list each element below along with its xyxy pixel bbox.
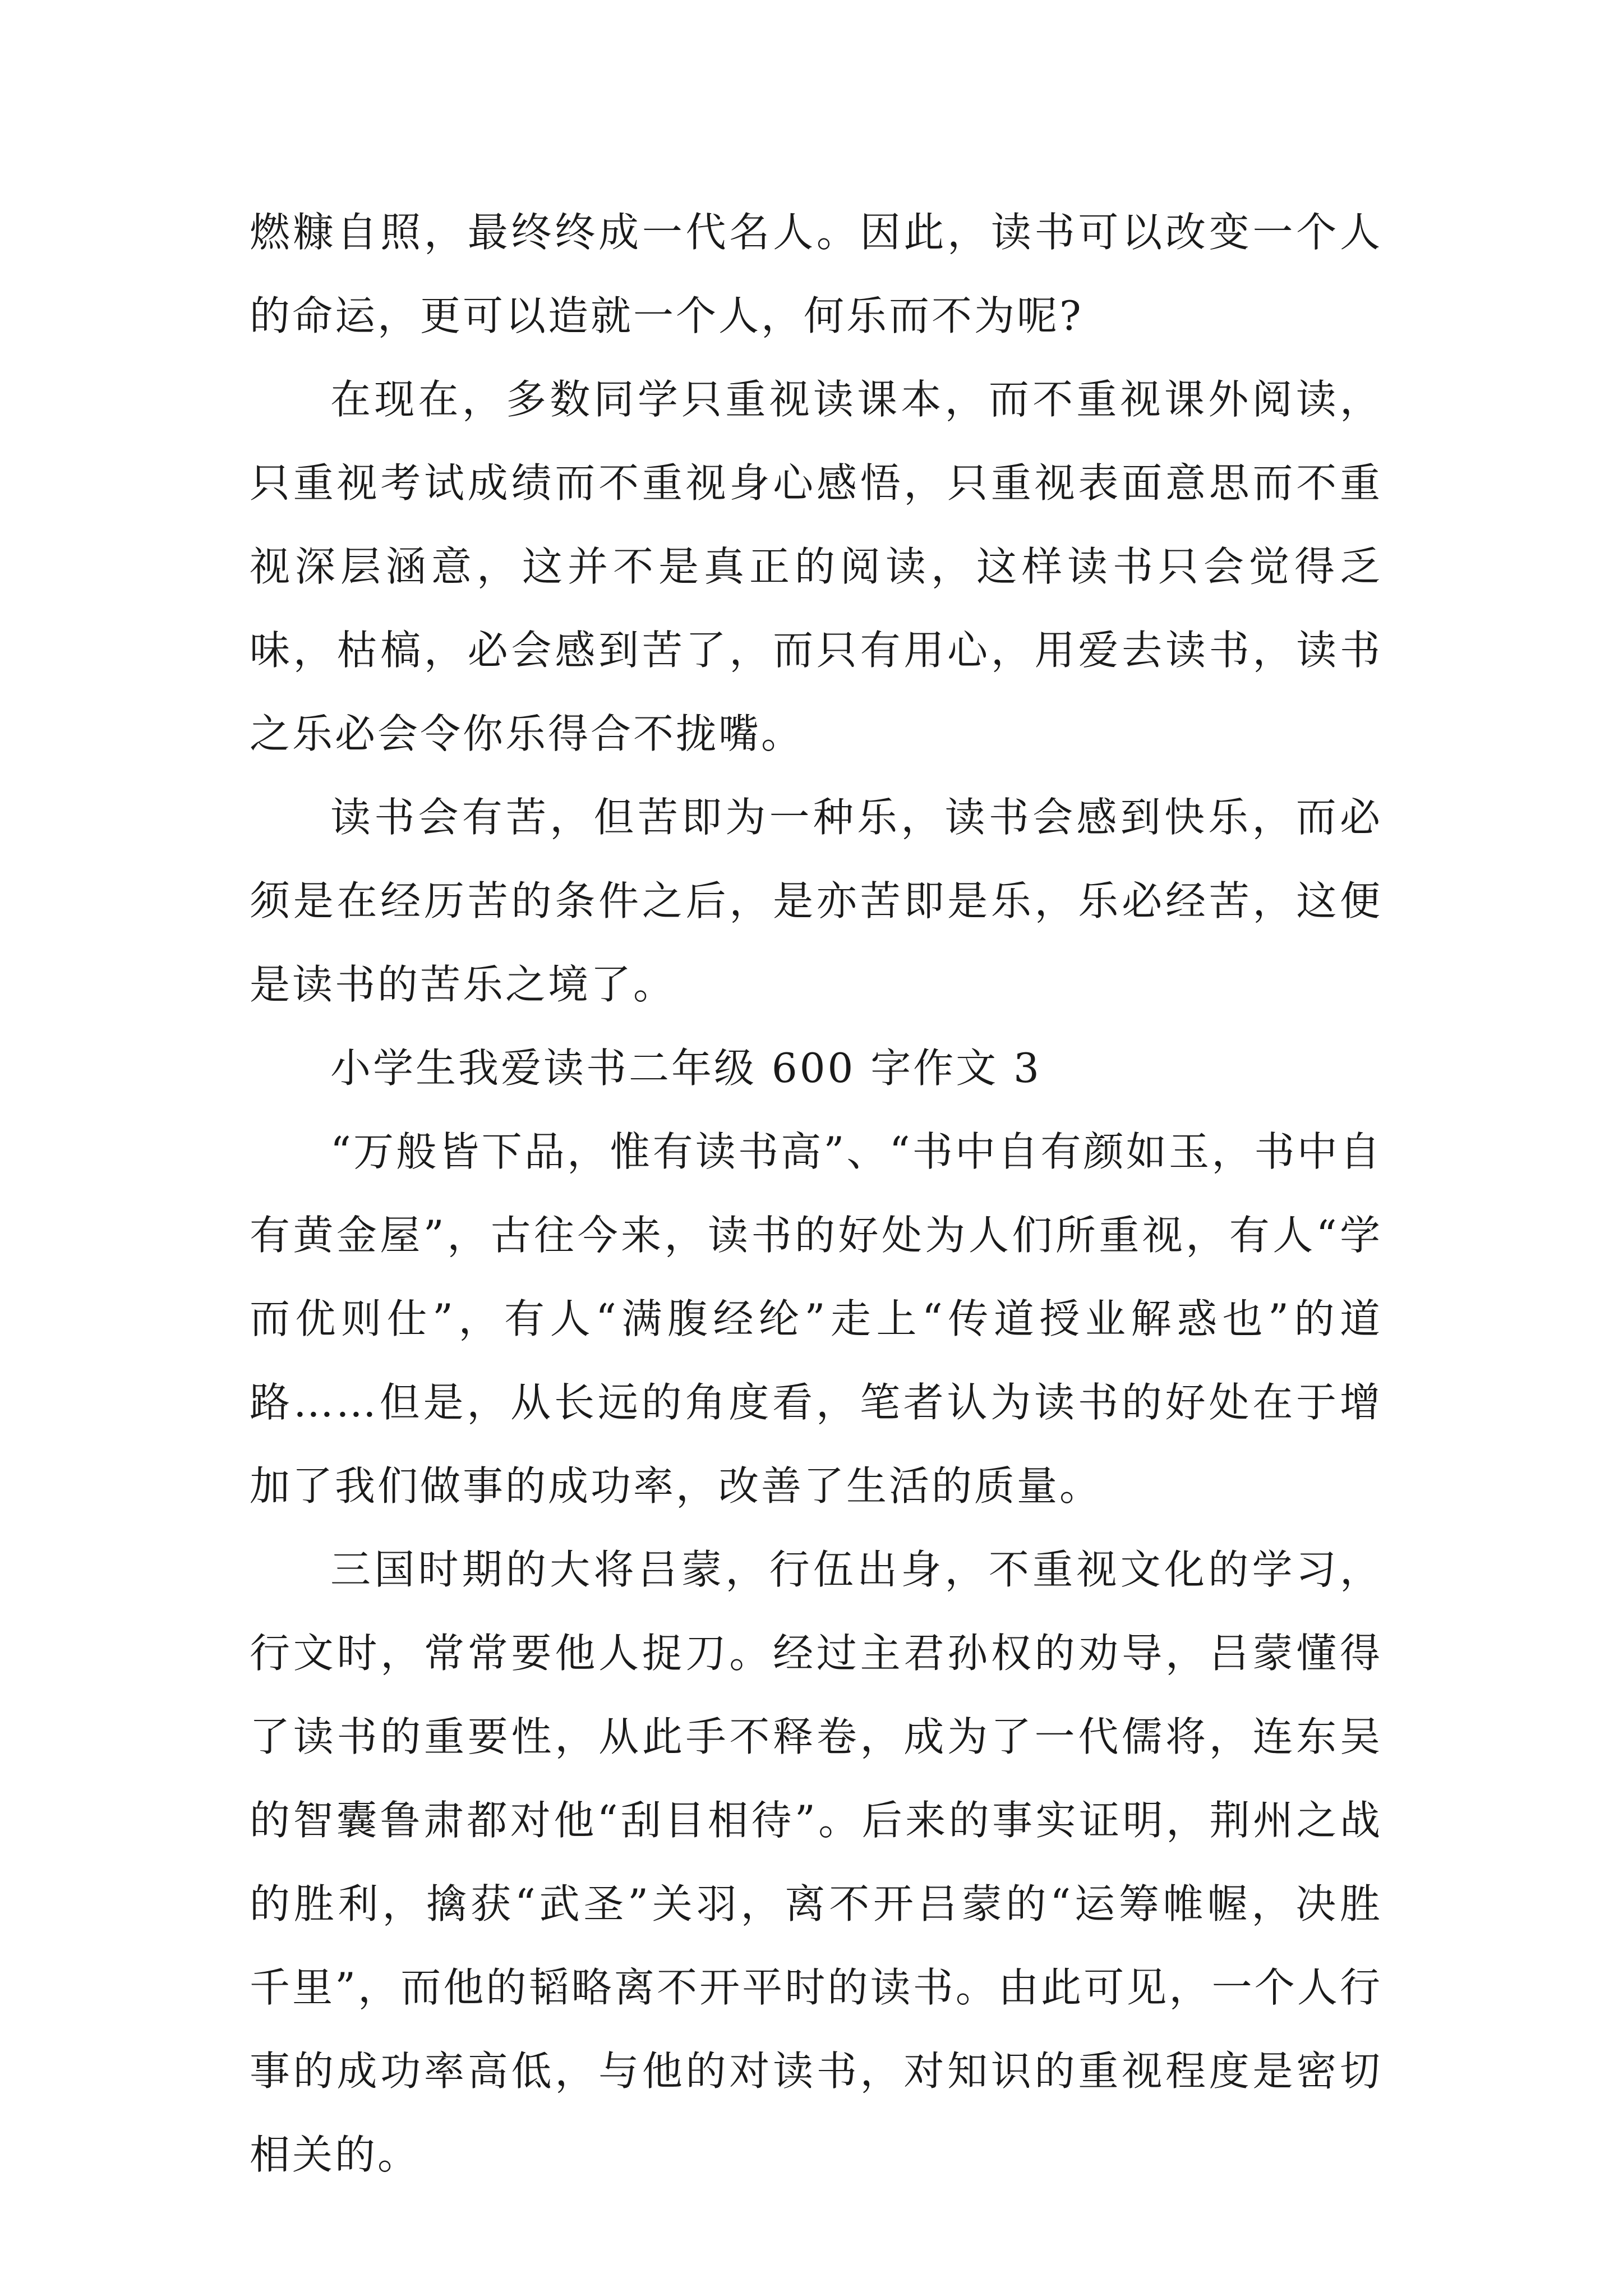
paragraph: 读书会有苦，但苦即为一种乐，读书会感到快乐，而必须是在经历苦的条件之后，是亦苦即是乐，乐必经苦，这便是读书的苦乐之境了。 — [250, 794, 1382, 1008]
paragraph: “万般皆下品，惟有读书高”、“书中自有颜如玉，书中自有黄金屋”，古往今来，读书的好处为人们所重视，有人“学而优则仕”，有人“满腹经纶”走上“传道授业解惑也”的道路……但是，从长远的角度看，笔者认为读书的好处在于增加了我们做事的成功率，改善了生活的质量。 — [250, 1128, 1382, 1510]
section-heading: 小学生我爱读书二年级 600 字作文 3 — [330, 1045, 1041, 1092]
paragraph: 在现在，多数同学只重视读课本，而不重视课外阅读，只重视考试成绩而不重视身心感悟，只重视表面意思而不重视深层涵意，这并不是真正的阅读，这样读书只会觉得乏味，枯槁，必会感到苦了，而只有用心，用爱去读书，读书之乐必会令你乐得合不拢嘴。 — [250, 376, 1382, 757]
document-body — [250, 191, 1382, 2197]
paragraph-continuation: 燃糠自照，最终终成一代名人。因此，读书可以改变一个人的命运，更可以造就一个人，何乐而不为呢? — [250, 209, 1382, 339]
paragraph: 三国时期的大将吕蒙，行伍出身，不重视文化的学习，行文时，常常要他人捉刀。经过主君孙权的劝导，吕蒙懂得了读书的重要性，从此手不释卷，成为了一代儒将，连东吴的智囊鲁肃都对他“刮目相待”。后来的事实证明，荆州之战的胜利，擒获“武圣”关羽，离不开吕蒙的“运筹帷幄，决胜千里”，而他的韬略离不开平时的读书。由此可见，一个人行事的成功率高低，与他的对读书，对知识的重视程度是密切相关的。 — [250, 1546, 1382, 2178]
